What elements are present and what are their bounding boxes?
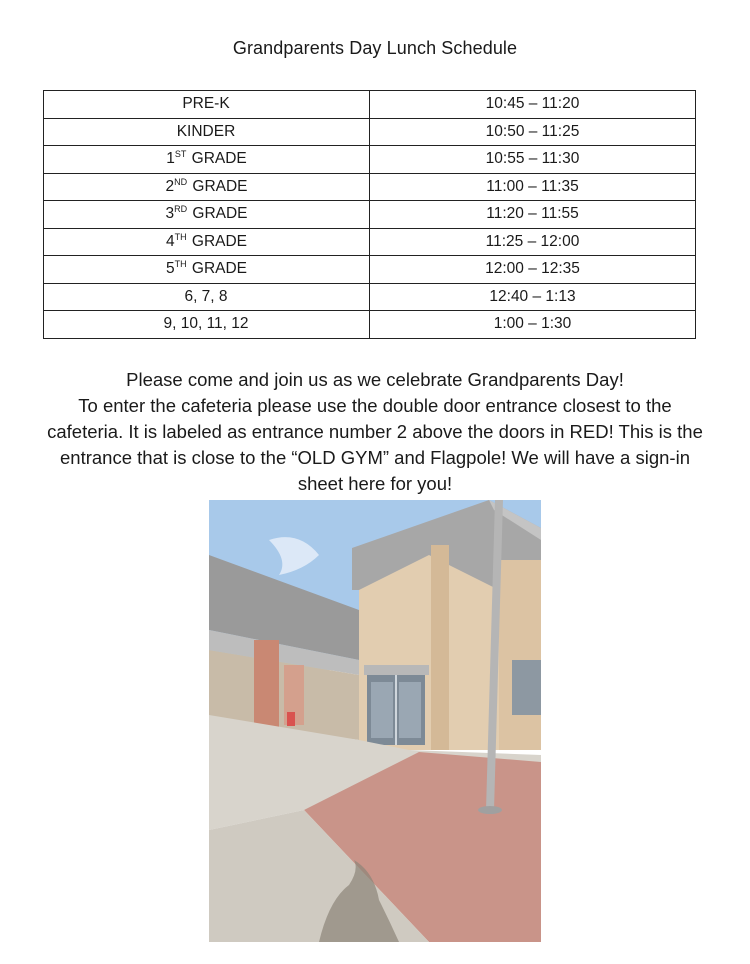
window <box>512 660 541 715</box>
flagpole-base <box>478 806 502 814</box>
time-cell: 11:20 – 11:55 <box>370 201 696 229</box>
table-row <box>44 173 696 201</box>
page-title: Grandparents Day Lunch Schedule <box>232 38 518 58</box>
directions-paragraph: To enter the cafeteria please use the double door entrance closest to the cafeteria. It is labeled as entrance number 2 above the doors in RED! This is the entrance that is close to the “OLD GYM” and Flagpole! We will have a sign-in sheet here for you! <box>47 395 703 494</box>
time-cell: 10:50 – 11:25 <box>370 118 696 146</box>
table-row <box>44 146 696 174</box>
grade-cell: 4TH GRADE <box>44 228 370 256</box>
lunch-schedule-table <box>43 90 696 339</box>
grade-cell: KINDER <box>44 118 370 146</box>
grade-cell: PRE-K <box>44 91 370 119</box>
grade-cell: 3RD GRADE <box>44 201 370 229</box>
table-row <box>44 311 696 339</box>
grade-cell: 1ST GRADE <box>44 146 370 174</box>
grade-cell: 6, 7, 8 <box>44 283 370 311</box>
time-cell: 12:40 – 1:13 <box>370 283 696 311</box>
entrance-photo <box>209 500 541 942</box>
time-cell: 1:00 – 1:30 <box>370 311 696 339</box>
red-bin <box>287 712 295 726</box>
table-row <box>44 256 696 284</box>
table-row <box>44 283 696 311</box>
table-row <box>44 228 696 256</box>
grade-cell: 9, 10, 11, 12 <box>44 311 370 339</box>
entrance-instructions <box>38 367 712 497</box>
table-row <box>44 91 696 119</box>
door-canopy <box>364 665 429 675</box>
brick-column <box>431 545 449 750</box>
time-cell: 10:45 – 11:20 <box>370 91 696 119</box>
brick-side-wall <box>499 560 541 750</box>
time-cell: 11:25 – 12:00 <box>370 228 696 256</box>
table-row <box>44 201 696 229</box>
time-cell: 12:00 – 12:35 <box>370 256 696 284</box>
invitation-line: Please come and join us as we celebrate Grandparents Day! <box>126 369 624 390</box>
time-cell: 10:55 – 11:30 <box>370 146 696 174</box>
grade-cell: 5TH GRADE <box>44 256 370 284</box>
grade-cell: 2ND GRADE <box>44 173 370 201</box>
time-cell: 11:00 – 11:35 <box>370 173 696 201</box>
table-row <box>44 118 696 146</box>
